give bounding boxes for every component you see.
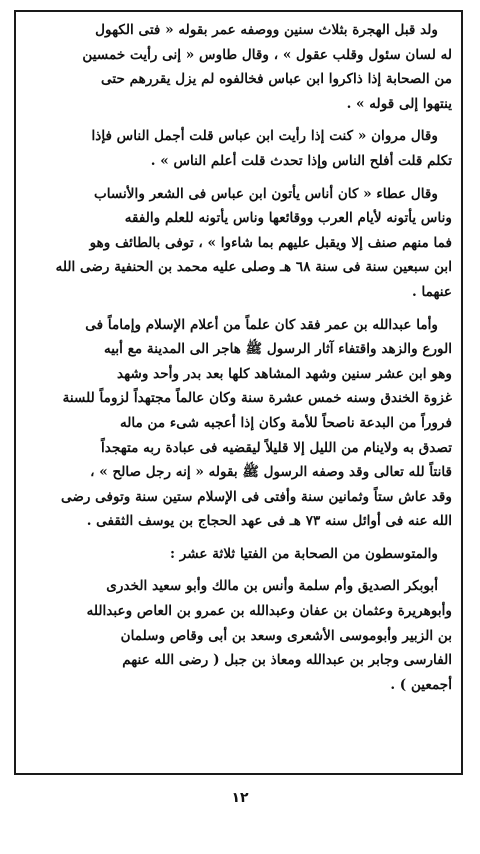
paragraph-6: أبوبكر الصديق وأم سلمة وأنس بن مالك وأبو سعيد الخدرى وأبوهريرة وعثمان بن عفان وعبدالله بن عمرو بن العاص وعبدالله بن الزبير وأبوموسى الأشعرى وسعد بن أبى وقاص وسلمان الفارسى وجابر بن عبدالله ومعاذ بن جبل ( رضى الله عنهم أجمعين ) . bbox=[86, 578, 452, 693]
paragraph-1: ولد قبل الهجرة بثلاث سنين ووصفه عمر بقوله « فتى الكهول له لسان سئول وقلب عقول » ، وقال طاوس « إنى رأيت خمسين من الصحابة إذا ذاكروا ابن عباس فخالفوه لم يزل يقررهم حتى ينتهوا إلى قوله » . bbox=[82, 22, 452, 112]
text-frame bbox=[14, 10, 463, 775]
paragraph-5: والمتوسطون من الصحابة من الفتيا ثلاثة عشر : bbox=[170, 545, 438, 562]
page-number: ١٢ bbox=[231, 790, 249, 806]
paragraph-3: وقال عطاء « كان أناس يأتون ابن عباس فى الشعر والأنساب وناس يأتونه لأيام العرب ووقائعها وناس يأتونه للعلم والفقه فما منهم صنف إلا ويقبل عليهم بما شاءوا » ، توفى بالطائف وهو ابن سبعين سنة فى سنة ٦٨ هـ وصلى عليه محمد بن الحنفية رضى الله عنهما . bbox=[55, 185, 452, 300]
paragraph-2: وقال مروان « كنت إذا رأيت ابن عباس قلت أجمل الناس فإذا تكلم قلت أفلح الناس وإذا تحدث قلت أعلم الناس » . bbox=[91, 128, 452, 169]
paragraph-4: وأما عبدالله بن عمر فقد كان علماً من أعلام الإسلام وإماماً فى الورع والزهد واقتفاء آثار الرسول ﷺ هاجر الى المدينة مع أبيه وهو ابن عشر سنين وشهد المشاهد كلها بعد بدر وأحد وشهد غزوة الخندق وسنه خمس عشرة سنة وكان عالماً مجتهداً لزوماً للسنة فروراً من البدعة ناصحاً للأمة وكان إذا أعجبه شىء من ماله تصدق به ولاينام من الليل إلا قليلاً ليقضيه فى عبادة ربه متهجداً قانتاً لله تعالى وقد وصفه الرسول ﷺ بقوله « إنه رجل صالح » ، وقد عاش ستاً وثمانين سنة وأفتى فى الإسلام ستين سنة وتوفى رضى الله عنه فى أوائل سنه ٧٣ هـ فى عهد الحجاج بن يوسف الثقفى . bbox=[60, 316, 452, 530]
